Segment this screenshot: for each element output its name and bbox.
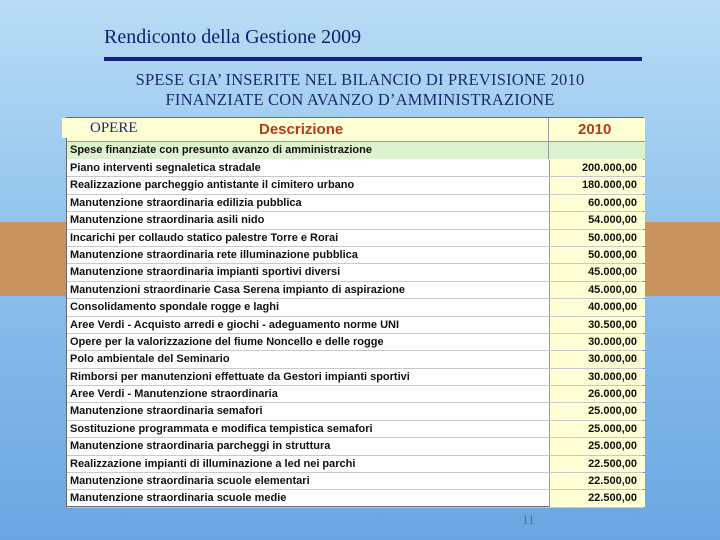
table-row [67, 351, 643, 368]
table-row [67, 473, 643, 490]
table-row [67, 282, 643, 299]
decorative-band-right [644, 222, 720, 296]
table-row [67, 438, 643, 455]
table-row [67, 195, 643, 212]
row-description: Aree Verdi - Acquisto arredi e giochi - adeguamento norme UNI [70, 318, 400, 331]
row-description: Realizzazione parcheggio antistante il cimitero urbano [70, 179, 355, 192]
table-row [67, 403, 643, 420]
row-description: Manutenzione straordinaria rete illuminazione pubblica [70, 248, 358, 261]
spreadsheet-table [66, 117, 644, 507]
slide-subtitle [40, 70, 680, 110]
table-row [67, 160, 643, 177]
row-description: Manutenzione straordinaria parcheggi in struttura [70, 440, 331, 453]
header-year: 2010 [578, 121, 612, 138]
row-value: 30.000,00 [549, 334, 645, 350]
subtitle-line-2: FINANZIATE CON AVANZO D’AMMINISTRAZIONE [165, 90, 555, 109]
table-row [67, 421, 643, 438]
row-value: 50.000,00 [549, 247, 645, 263]
row-description: Manutenzione straordinaria asili nido [70, 214, 265, 227]
row-description: Sostituzione programmata e modifica tempistica semafori [70, 422, 373, 435]
row-value: 25.000,00 [549, 421, 645, 437]
row-value: 60.000,00 [549, 195, 645, 211]
table-row [67, 317, 643, 334]
row-description: Manutenzione straordinaria semafori [70, 405, 263, 418]
row-value: 26.000,00 [549, 386, 645, 402]
row-value: 45.000,00 [549, 264, 645, 280]
row-description: Realizzazione impianti di illuminazione a led nei parchi [70, 457, 356, 470]
row-value: 30.500,00 [549, 317, 645, 333]
row-value: 25.000,00 [549, 438, 645, 454]
slide-title: Rendiconto della Gestione 2009 [104, 26, 362, 48]
page-number: 11 [522, 512, 535, 527]
row-description: Polo ambientale del Seminario [70, 353, 230, 366]
row-value: 45.000,00 [549, 282, 645, 298]
table-row [67, 490, 643, 507]
table-row [67, 247, 643, 264]
table-row [67, 230, 643, 247]
row-description: Piano interventi segnaletica stradale [70, 162, 261, 174]
row-description: Rimborsi per manutenzioni effettuate da Gestori impianti sportivi [70, 370, 410, 383]
section-label: Spese finanziate con presunto avanzo di amministrazione [67, 142, 549, 159]
subtitle-line-1: SPESE GIA’ INSERITE NEL BILANCIO DI PREVISIONE 2010 [135, 70, 585, 89]
row-value: 30.000,00 [549, 369, 645, 385]
row-description: Manutenzione straordinaria edilizia pubblica [70, 196, 302, 209]
row-value: 54.000,00 [549, 212, 645, 228]
title-underline [104, 57, 642, 61]
row-value: 22.500,00 [549, 456, 645, 472]
table-body [67, 160, 643, 508]
row-value: 22.500,00 [549, 490, 645, 506]
row-value: 25.000,00 [549, 403, 645, 419]
table-row [67, 369, 643, 386]
table-row [67, 456, 643, 473]
row-value: 40.000,00 [549, 299, 645, 315]
table-row [67, 299, 643, 316]
table-row [67, 386, 643, 403]
row-value: 200.000,00 [549, 160, 645, 176]
row-description: Incarichi per collaudo statico palestre Torre e Rorai [70, 231, 339, 244]
table-row [67, 177, 643, 194]
section-value-cell [549, 142, 645, 159]
row-description: Consolidamento spondale rogge e laghi [70, 301, 280, 314]
table-row [67, 334, 643, 351]
row-value: 30.000,00 [549, 351, 645, 367]
row-value: 22.500,00 [549, 473, 645, 489]
decorative-band-left [0, 222, 68, 296]
opere-tag: OPERE [62, 118, 170, 138]
row-description: Manutenzioni straordinarie Casa Serena impianto di aspirazione [70, 283, 405, 296]
row-description: Manutenzione straordinaria impianti sportivi diversi [70, 266, 341, 279]
row-description: Manutenzione straordinaria scuole medie [70, 492, 287, 505]
row-description: Aree Verdi - Manutenzione straordinaria [70, 388, 278, 401]
row-value: 50.000,00 [549, 230, 645, 246]
row-value: 180.000,00 [549, 177, 645, 193]
table-row [67, 212, 643, 229]
table-row [67, 264, 643, 281]
row-description: Opere per la valorizzazione del fiume Noncello e delle rogge [70, 335, 384, 348]
row-description: Manutenzione straordinaria scuole elementari [70, 475, 310, 488]
header-description: Descrizione [259, 121, 344, 138]
